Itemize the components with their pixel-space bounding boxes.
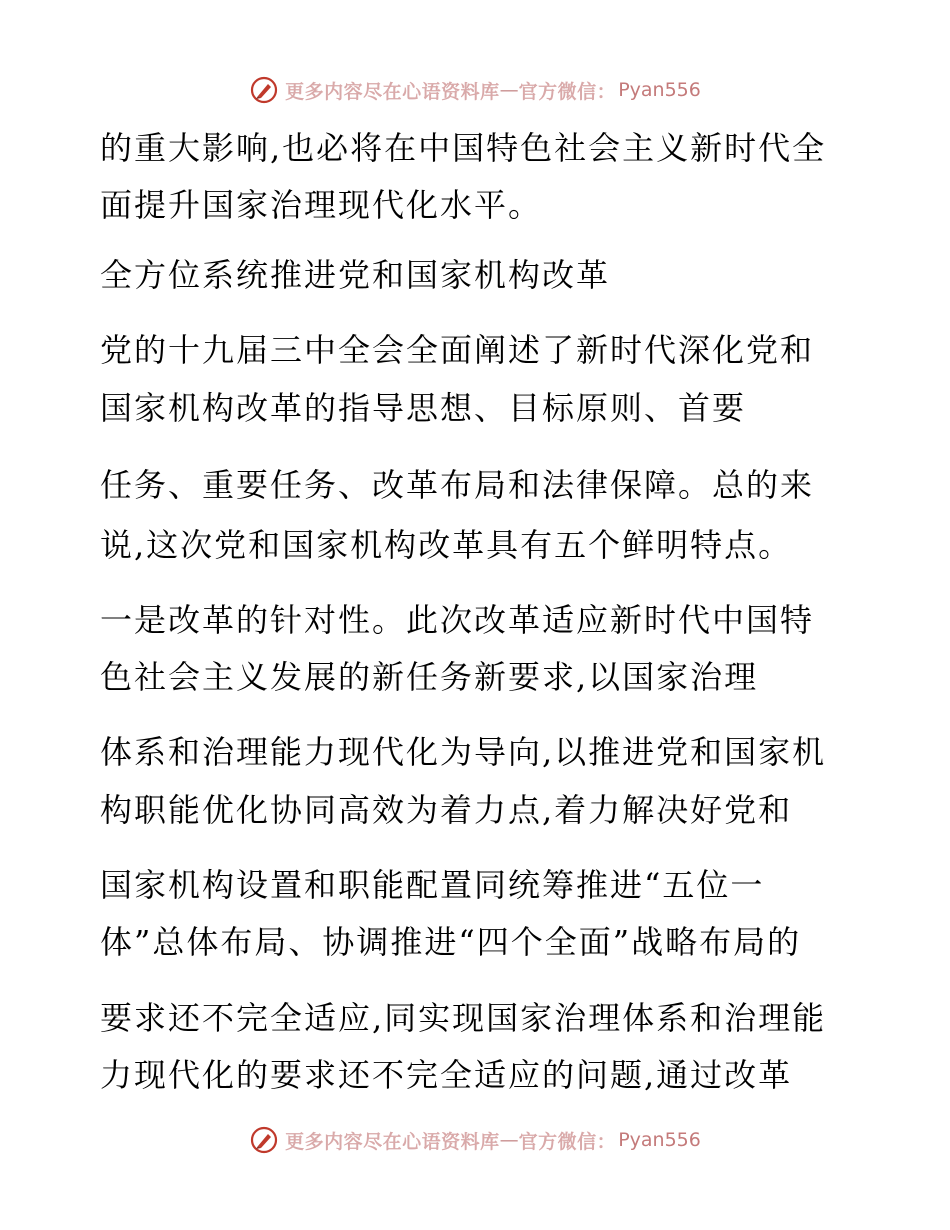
text-line: 国家机构改革的指导思想、目标原则、首要 bbox=[100, 389, 747, 427]
text-line: 要求还不完全适应,同实现国家治理体系和治理能 bbox=[100, 999, 827, 1037]
footer-watermark bbox=[0, 1120, 950, 1160]
watermark-separator: — bbox=[499, 1129, 519, 1151]
text-line: 的重大影响,也必将在中国特色社会主义新时代全 bbox=[100, 129, 827, 167]
text-line: 体”总体布局、协调推进“四个全面”战略布局的 bbox=[100, 923, 802, 961]
text-line: 任务、重要任务、改革布局和法律保障。总的来 bbox=[100, 466, 815, 504]
text-line: 构职能优化协同高效为着力点,着力解决好党和 bbox=[100, 791, 793, 829]
text-line: 党的十九届三中全会全面阐述了新时代深化党和 bbox=[100, 331, 815, 369]
pen-nib-logo-icon bbox=[249, 1125, 279, 1155]
watermark-wechat-label: 官方微信： bbox=[518, 1130, 617, 1153]
text-line: 力现代化的要求还不完全适应的问题,通过改革 bbox=[100, 1056, 793, 1094]
text-line: 国家机构设置和职能配置同统筹推进“五位一 bbox=[100, 866, 765, 904]
text-line: 一是改革的针对性。此次改革适应新时代中国特 bbox=[100, 601, 815, 639]
text-line: 面提升国家治理现代化水平。 bbox=[100, 186, 543, 224]
watermark-main-text: 更多内容尽在心语资料库 bbox=[285, 80, 500, 103]
watermark-main-text: 更多内容尽在心语资料库 bbox=[285, 1130, 500, 1153]
watermark-separator: — bbox=[499, 79, 519, 101]
watermark-wechat-id: Pyan556 bbox=[618, 79, 701, 101]
text-line: 体系和治理能力现代化为导向,以推进党和国家机 bbox=[100, 733, 827, 771]
text-line: 色社会主义发展的新任务新要求,以国家治理 bbox=[100, 658, 759, 696]
text-line: 说,这次党和国家机构改革具有五个鲜明特点。 bbox=[100, 526, 793, 564]
watermark-wechat-id: Pyan556 bbox=[618, 1129, 701, 1151]
header-watermark bbox=[0, 70, 950, 110]
text-line: 全方位系统推进党和国家机构改革 bbox=[100, 256, 611, 294]
pen-nib-logo-icon bbox=[249, 75, 279, 105]
watermark-wechat-label: 官方微信： bbox=[518, 80, 617, 103]
